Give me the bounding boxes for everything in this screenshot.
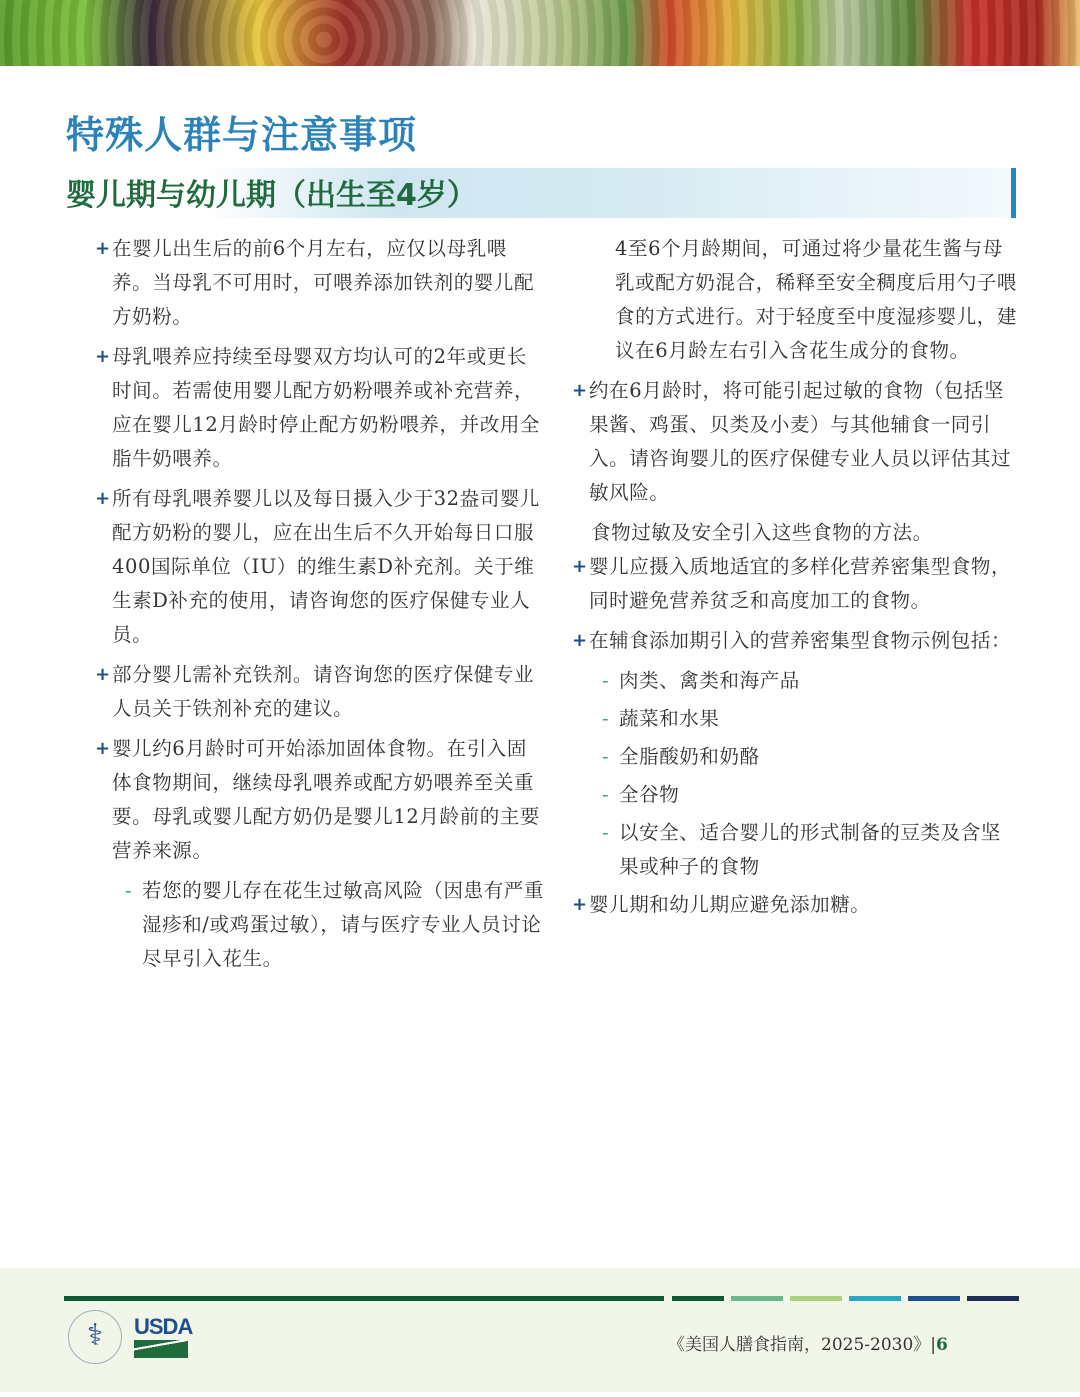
list-item-text: 婴儿期和幼儿期应避免添加糖。: [589, 893, 871, 916]
footer: [0, 1268, 1080, 1392]
list-item: [602, 702, 1020, 736]
dash-bullet-icon: -: [125, 879, 133, 902]
plus-bullet-icon: +: [572, 380, 588, 401]
right-column: [572, 232, 1020, 928]
footer-bar: [64, 1296, 664, 1301]
list-item-text: 母乳喂养应持续至母婴双方均认可的2年或更长时间。若需使用婴儿配方奶粉喂养或补充营养，应在婴儿12月龄时停止配方奶粉喂养，并改用全脂牛奶喂养。: [112, 345, 541, 470]
left-column: [95, 232, 545, 980]
dash-bullet-icon: -: [602, 669, 610, 692]
section-subtitle: 婴儿期与幼儿期（出生至4岁）: [66, 178, 477, 213]
list-item-text: 在婴儿出生后的前6个月左右，应仅以母乳喂养。当母乳不可用时，可喂养添加铁剂的婴儿配方奶粉。: [112, 237, 535, 328]
list-item-text: 全谷物: [619, 783, 680, 806]
list-item-text: 婴儿约6月龄时可开始添加固体食物。在引入固体食物期间，继续母乳喂养或配方奶喂养至关重要。母乳或婴儿配方奶仍是婴儿12月龄前的主要营养来源。: [112, 737, 541, 862]
footer-bar: [731, 1296, 783, 1301]
footer-citation: [668, 1330, 948, 1355]
plus-bullet-icon: +: [95, 488, 111, 509]
list-item: [95, 658, 545, 726]
dash-bullet-icon: -: [602, 821, 610, 844]
list-item: [95, 732, 545, 868]
dash-bullet-icon: -: [602, 707, 610, 730]
usda-logo: USDA: [134, 1314, 193, 1339]
subtitle-accent: [1011, 168, 1016, 218]
hhs-logo-icon: ⚕: [68, 1310, 122, 1364]
list-item-text: 约在6月龄时，将可能引起过敏的食物（包括坚果酱、鸡蛋、贝类及小麦）与其他辅食一同引入。请咨询婴儿的医疗保健专业人员以评估其过敏风险。: [589, 379, 1012, 504]
list-item: [95, 482, 545, 652]
list-item-text: 肉类、禽类和海产品: [619, 669, 800, 692]
list-item-text: 在辅食添加期引入的营养密集型食物示例包括：: [589, 629, 1012, 652]
list-item: [125, 874, 545, 976]
list-item: [602, 740, 1020, 774]
footer-bar: [672, 1296, 724, 1301]
page-number: 6: [936, 1335, 948, 1355]
page-title: 特殊人群与注意事项: [66, 113, 418, 157]
food-banner-image: [0, 0, 1080, 66]
list-item: [602, 778, 1020, 812]
usda-logo-graphic: [134, 1340, 188, 1358]
list-item-text: 全脂酸奶和奶酪: [619, 745, 760, 768]
list-item: [602, 816, 1020, 884]
list-item: [572, 624, 1020, 658]
list-item-text: 4至6个月龄期间，可通过将少量花生酱与母乳或配方奶混合，稀释至安全稠度后用勺子喂食的方式进行。对于轻度至中度湿疹婴儿，建议在6月龄左右引入含花生成分的食物。: [615, 237, 1018, 362]
list-item-text: 所有母乳喂养婴儿以及每日摄入少于32盎司婴儿配方奶粉的婴儿，应在出生后不久开始每日口服400国际单位（IU）的维生素D补充剂。关于维生素D补充的使用，请咨询您的医疗保健专业人员。: [112, 487, 541, 646]
list-item: [602, 664, 1020, 698]
plus-bullet-icon: +: [95, 346, 111, 367]
footer-bar: [790, 1296, 842, 1301]
dash-bullet-icon: -: [602, 783, 610, 806]
footer-bar: [849, 1296, 901, 1301]
list-item-text: 婴儿应摄入质地适宜的多样化营养密集型食物，同时避免营养贫乏和高度加工的食物。: [589, 555, 1012, 612]
list-item-text: 蔬菜和水果: [619, 707, 720, 730]
footer-bar: [908, 1296, 960, 1301]
list-item-text: 食物过敏及安全引入这些食物的方法。: [591, 521, 933, 544]
citation-text: 《美国人膳食指南，2025-2030》|: [668, 1335, 936, 1355]
list-item: [572, 374, 1020, 510]
footer-bar: [967, 1296, 1019, 1301]
list-item-text: 以安全、适合婴儿的形式制备的豆类及含坚果或种子的食物: [619, 821, 1001, 878]
list-item-text: 若您的婴儿存在花生过敏高风险（因患有严重湿疹和/或鸡蛋过敏），请与医疗专业人员讨论尽早引入花生。: [142, 879, 545, 970]
plus-bullet-icon: +: [95, 664, 111, 685]
plus-bullet-icon: +: [572, 630, 588, 651]
list-item: [572, 232, 1020, 368]
list-item: [95, 340, 545, 476]
plus-bullet-icon: +: [572, 894, 588, 915]
list-item-text: 部分婴儿需补充铁剂。请咨询您的医疗保健专业人员关于铁剂补充的建议。: [112, 663, 535, 720]
list-item: [572, 888, 1020, 922]
list-item: [572, 550, 1020, 618]
list-item: [572, 516, 1020, 550]
list-item: [95, 232, 545, 334]
plus-bullet-icon: +: [95, 238, 111, 259]
plus-bullet-icon: +: [572, 556, 588, 577]
dash-bullet-icon: -: [602, 745, 610, 768]
plus-bullet-icon: +: [95, 738, 111, 759]
